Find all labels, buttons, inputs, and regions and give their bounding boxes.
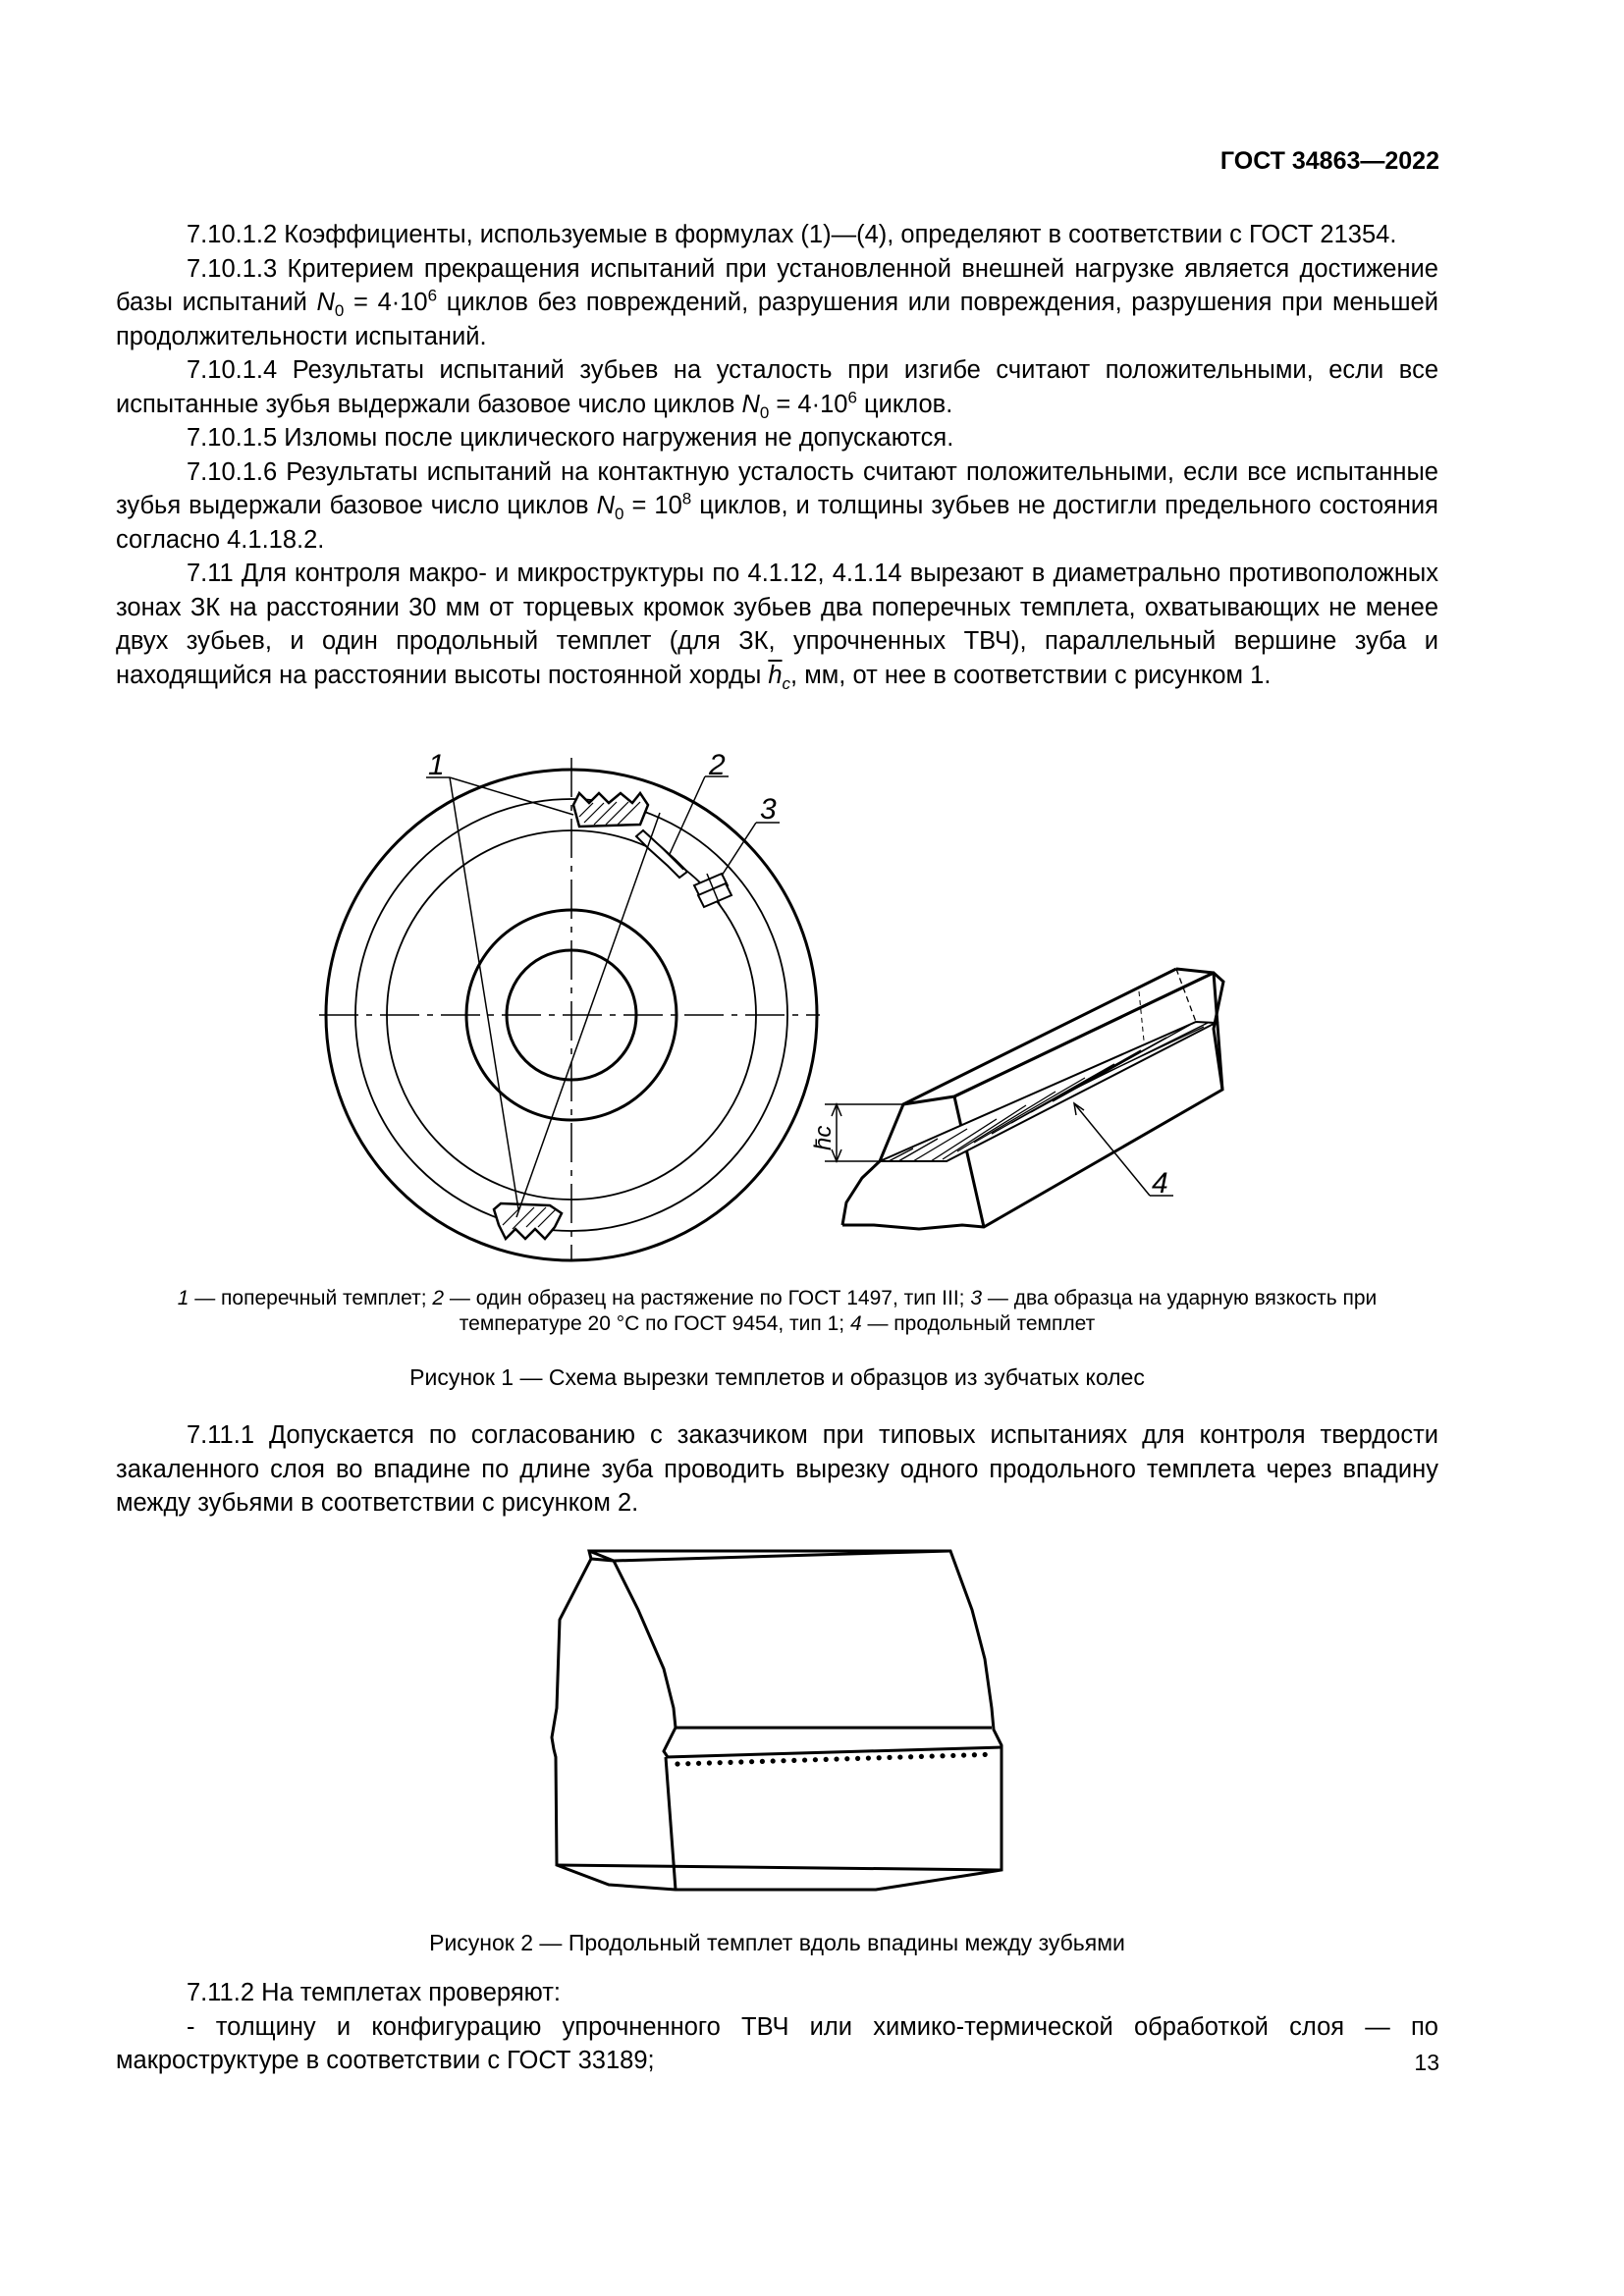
leader-4: [1074, 1103, 1150, 1196]
hardness-dot: [696, 1761, 701, 1766]
hardness-dot: [781, 1758, 785, 1763]
hardness-dot: [813, 1757, 818, 1762]
paragraph-7-10-1-2: 7.10.1.2 Коэффициенты, используемые в формулах (1)—(4), определяют в соответствии с ГОСТ 21354.: [187, 221, 1397, 248]
text-block-bottom: [116, 1976, 1438, 2078]
hardness-dot: [897, 1754, 902, 1759]
paragraph-7-11-1: 7.11.1 Допускается по согласованию с заказчиком при типовых испытаниях для контроля твердости закаленного слоя во впадине по длине зуба проводить вырезку одного продольного темплета через впадину между зубьями в соответствии с рисунком 2.: [116, 1421, 1438, 1517]
hardness-dot: [855, 1756, 860, 1761]
hardness-dot: [866, 1755, 871, 1760]
label-1: 1: [428, 749, 445, 781]
hardness-dot: [972, 1752, 977, 1757]
hc-label: h̄c: [810, 1125, 837, 1150]
hardness-dot: [930, 1753, 935, 1758]
top-template: [573, 793, 648, 827]
figure-2-drawing: [530, 1531, 1041, 1904]
paragraph-7-10-1-6: 7.10.1.6 Результаты испытаний на контактную усталость считают положительными, если все испытанные зубья выдержали базовое число циклов $N_0 = 10^8$ циклов, и толщины зубьев не достигли предельного состояния согласно 4.1.18.2.: [116, 457, 1438, 554]
hardness-dot: [791, 1758, 796, 1763]
document-code: ГОСТ 34863—2022: [1219, 147, 1439, 175]
label-2: 2: [709, 749, 726, 781]
hardness-dot: [760, 1759, 765, 1764]
hardness-dot: [675, 1761, 679, 1766]
hardness-dot: [707, 1760, 712, 1765]
paragraph-7-10-1-5: 7.10.1.5 Изломы после циклического нагружения не допускаются.: [187, 424, 954, 452]
hardness-dot: [685, 1761, 690, 1766]
hardness-dot: [738, 1759, 743, 1764]
impact-specimens: [694, 874, 731, 907]
paragraph-7-10-1-4: 7.10.1.4 Результаты испытаний зубьев на усталость при изгибе считают положительными, если все испытанные зубья выдержали базовое число циклов $N_0 = 4\cdot 10^6$ циклов.: [116, 356, 1438, 422]
hardness-dot: [749, 1759, 754, 1764]
hardness-dot: [961, 1752, 966, 1757]
figure-1-legend: 1 — поперечный темплет; 2 — один образец на растяжение по ГОСТ 1497, тип III; 3 — два образца на ударную вязкость при температуре 20 °С по ГОСТ 9454, тип 1; 4 — продольный темплет: [177, 1287, 1378, 1335]
paragraph-7-11-2: 7.11.2 На темплетах проверяют:: [187, 1979, 561, 2006]
leader-2: [670, 776, 705, 854]
paragraph-list-item: - толщину и конфигурацию упрочненного ТВЧ или химико-термической обработкой слоя — по макроструктуре в соответствии с ГОСТ 33189;: [116, 2012, 1438, 2074]
figure-2-title: Рисунок 2 — Продольный темплет вдоль впадины между зубьями: [429, 1930, 1125, 1955]
hardness-dot: [983, 1752, 988, 1757]
bottom-template: [494, 1203, 562, 1239]
label-3: 3: [760, 793, 777, 826]
hardness-dot: [728, 1760, 732, 1765]
figure-1-drawing: [295, 736, 1257, 1266]
text-block-top: [116, 218, 1438, 692]
hardness-dot: [718, 1760, 723, 1765]
hardness-dot: [844, 1756, 849, 1761]
leader-1a: [450, 777, 573, 815]
hardness-dot: [887, 1755, 892, 1760]
longitudinal-template-4: [880, 969, 1216, 1161]
figure-1-title: Рисунок 1 — Схема вырезки темплетов и образцов из зубчатых колес: [409, 1364, 1145, 1390]
label-4: 4: [1152, 1167, 1168, 1200]
paragraph-7-11: 7.11 Для контроля макро- и микроструктуры по 4.1.12, 4.1.14 вырезают в диаметрально противоположных зонах ЗК на расстоянии 30 мм от торцевых кромок зубьев два поперечных темплета, охватывающих не менее двух зубьев, и один продольный темплет (для ЗК, упрочненных ТВЧ), параллельный вершине зуба и находящийся на расстоянии высоты постоянной хорды $\overline{h}_c$, мм, от нее в соответствии с рисунком 1.: [116, 560, 1438, 693]
text-block-middle: [116, 1418, 1438, 1521]
hardness-dot: [908, 1754, 913, 1759]
paragraph-7-10-1-3: 7.10.1.3 Критерием прекращения испытаний при установленной внешней нагрузке является достижение базы испытаний $N_0 = 4\cdot 10^6$ циклов без повреждений, разрушения или повреждения, разрушения при меньшей продолжительности испытаний.: [116, 254, 1438, 350]
tensile-specimen: [636, 830, 687, 878]
hardness-dot: [802, 1757, 807, 1762]
hardness-dot: [877, 1755, 882, 1760]
page-number: 13: [1414, 2050, 1439, 2075]
hardness-dot: [940, 1753, 945, 1758]
hardness-dot: [950, 1753, 955, 1758]
hardness-dot: [771, 1758, 776, 1763]
hardness-dot: [834, 1756, 839, 1761]
hardness-dot: [824, 1757, 829, 1762]
hardness-dot: [919, 1754, 924, 1759]
